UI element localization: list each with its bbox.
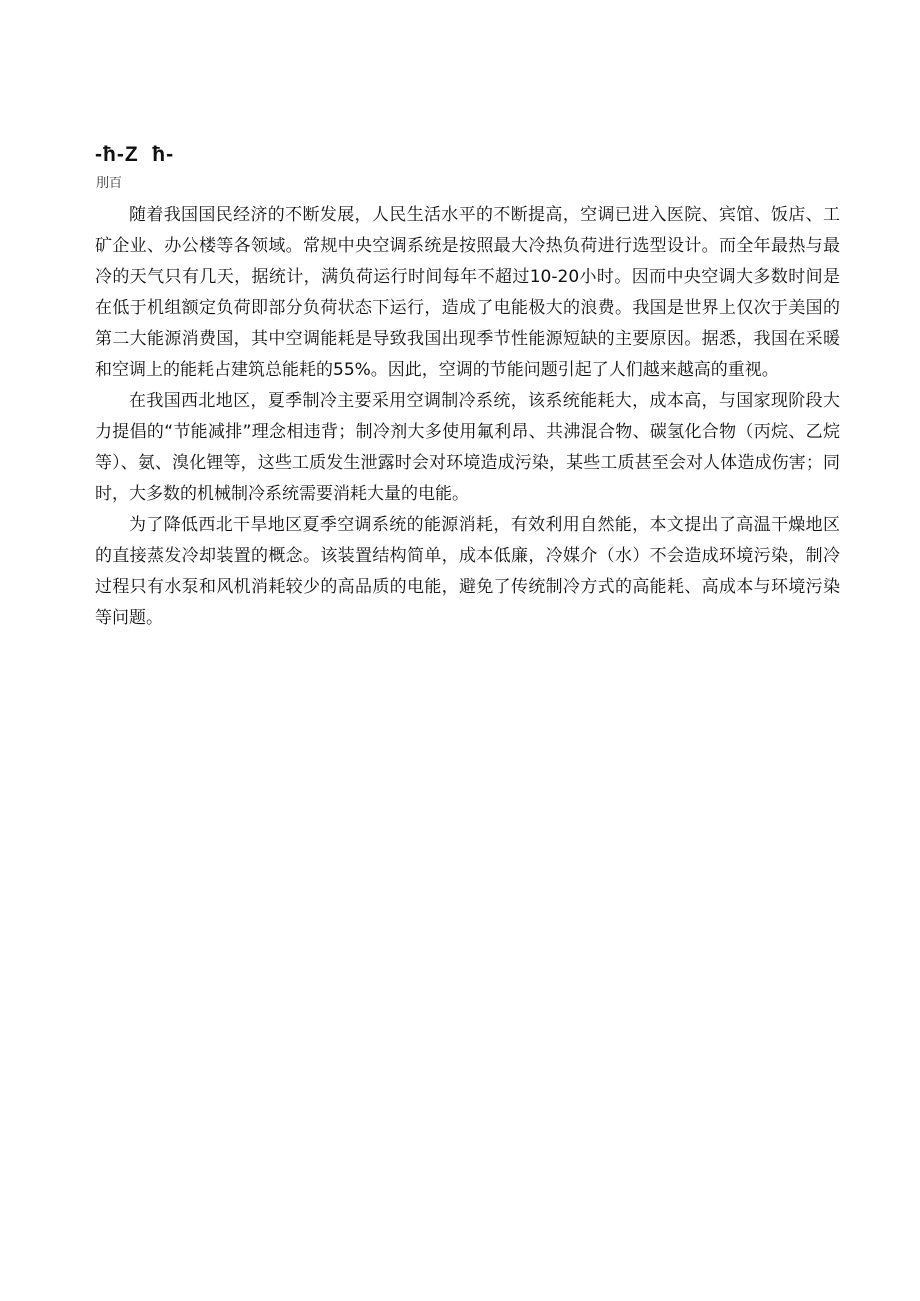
body-text (95, 200, 840, 634)
section-heading: -ħ-Z ħ- (95, 143, 175, 166)
paragraph-1: 随着我国国民经济的不断发展，人民生活水平的不断提高，空调已进入医院、宾馆、饭店、工矿企业、办公楼等各领域。常规中央空调系统是按照最大冷热负荷进行选型设计。而全年最热与最冷的天气只有几天，据统计，满负荷运行时间每年不超过10-20小时。因而中央空调大多数时间是在低于机组额定负荷即部分负荷状态下运行，造成了电能极大的浪费。我国是世界上仅次于美国的第二大能源消费国，其中空调能耗是导致我国出现季节性能源短缺的主要原因。据悉，我国在采暖和空调上的能耗占建筑总能耗的55%。因此，空调的节能问题引起了人们越来越高的重视。 (95, 205, 840, 380)
paragraph-2: 在我国西北地区，夏季制冷主要采用空调制冷系统，该系统能耗大，成本高，与国家现阶段大力提倡的“节能减排”理念相违背；制冷剂大多使用氟利昂、共沸混合物、碳氢化合物（丙烷、乙烷等）、氨、溴化锂等，这些工质发生泄露时会对环境造成污染，某些工质甚至会对人体造成伤害；同时，大多数的机械制冷系统需要消耗大量的电能。 (95, 391, 840, 504)
paragraph-3: 为了降低西北干旱地区夏季空调系统的能源消耗，有效利用自然能，本文提出了高温干燥地区的直接蒸发冷却装置的概念。该装置结构简单，成本低廉，冷媒介（水）不会造成环境污染，制冷过程只有水泵和风机消耗较少的高品质的电能，避免了传统制冷方式的高能耗、高成本与环境污染等问题。 (95, 515, 840, 628)
section-subheading: 刖百 (96, 176, 123, 191)
